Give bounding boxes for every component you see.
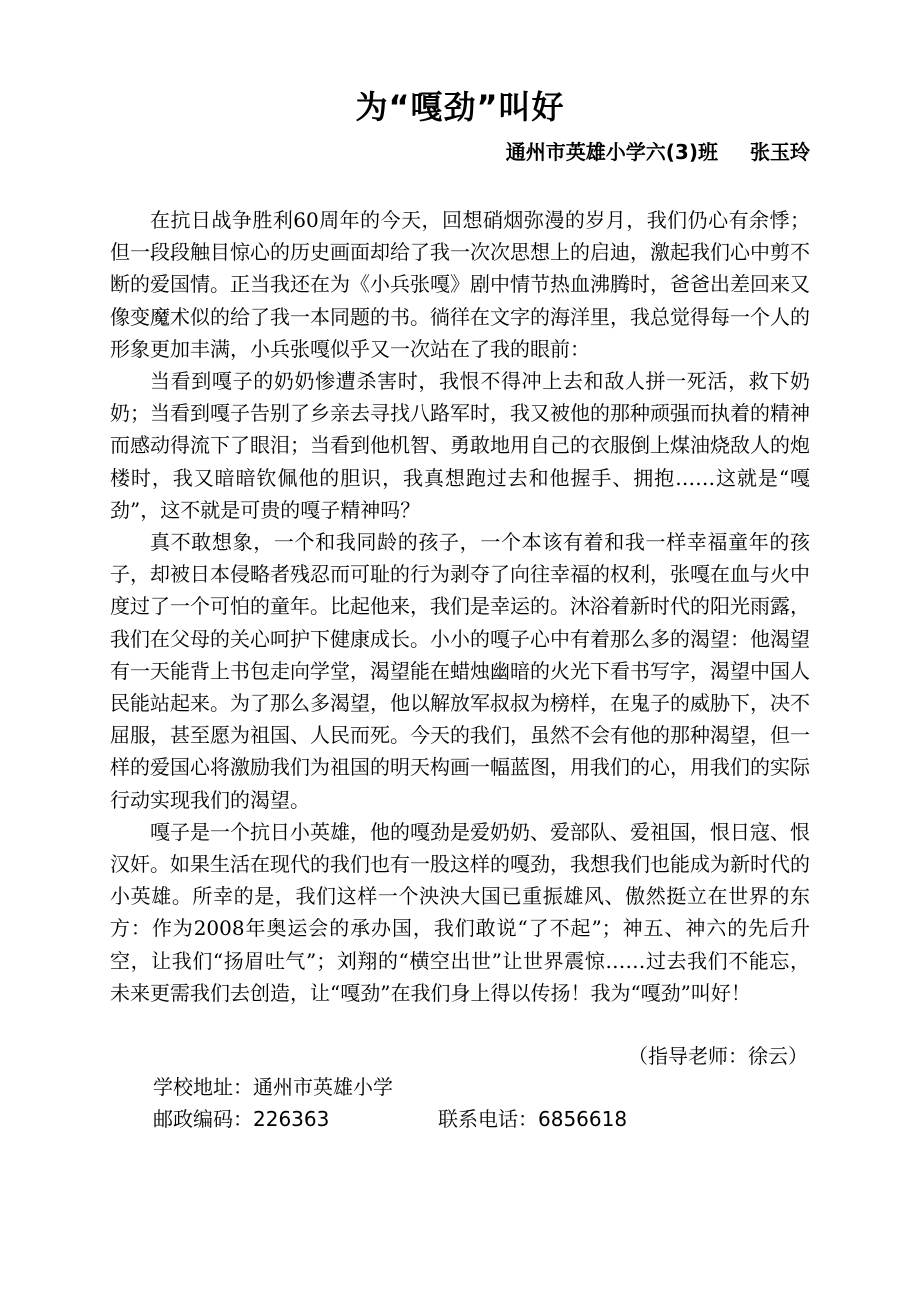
paragraph-1: 在抗日战争胜利60周年的今天，回想硝烟弥漫的岁月，我们仍心有余悸；但一段段触目惊心的历史画面却给了我一次次思想上的启迪，激起我们心中剪不断的爱国情。正当我还在为《小兵张嘎》剧中情节热血沸腾时，爸爸出差回来又像变魔术似的给了我一本同题的书。徜徉在文字的海洋里，我总觉得每一个人的形象更加丰满，小兵张嘎似乎又一次站在了我的眼前： (110, 208, 810, 361)
paragraph-2: 当看到嘎子的奶奶惨遭杀害时，我恨不得冲上去和敌人拼一死活，救下奶奶；当看到嘎子告别了乡亲去寻找八路军时，我又被他的那种顽强而执着的精神而感动得流下了眼泪；当看到他机智、勇敢地用自己的衣服倒上煤油烧敌人的炮楼时，我又暗暗钦佩他的胆识，我真想跑过去和他握手、拥抱……这就是“嘎劲”，这不就是可贵的嘎子精神吗？ (110, 369, 810, 522)
author-byline (506, 136, 810, 168)
contact-phone: 联系电话：6856618 (438, 1107, 628, 1131)
essay-body (110, 204, 810, 1009)
paragraph-4: 嘎子是一个抗日小英雄，他的嘎劲是爱奶奶、爱部队、爱祖国，恨日寇、恨汉奸。如果生活在现代的我们也有一股这样的嘎劲，我想我们也能成为新时代的小英雄。所幸的是，我们这样一个泱泱大国已重振雄风、傲然挺立在世界的东方：作为2008年奥运会的承办国，我们敢说“了不起”；神五、神六的先后升空，让我们“扬眉吐气”；刘翔的“横空出世”让世界震惊……过去我们不能忘，未来更需我们去创造，让“嘎劲”在我们身上得以传扬！我为“嘎劲”叫好！ (110, 819, 810, 1005)
essay-title: 为“嘎劲”叫好 (355, 88, 565, 126)
postal-code: 邮政编码：226363 (153, 1107, 330, 1131)
paragraph-3: 真不敢想象，一个和我同龄的孩子，一个本该有着和我一样幸福童年的孩子，却被日本侵略者残忍而可耻的行为剥夺了向往幸福的权利，张嘎在血与火中度过了一个可怕的童年。比起他来，我们是幸运的。沐浴着新时代的阳光雨露，我们在父母的关心呵护下健康成长。小小的嘎子心中有着那么多的渴望：他渴望有一天能背上书包走向学堂，渴望能在蜡烛幽暗的火光下看书写字，渴望中国人民能站起来。为了那么多渴望，他以解放军叔叔为榜样，在鬼子的威胁下，决不屈服，甚至愿为祖国、人民而死。今天的我们，虽然不会有他的那种渴望，但一样的爱国心将激励我们为祖国的明天构画一幅蓝图，用我们的心，用我们的实际行动实现我们的渴望。 (110, 530, 810, 812)
school-address: 学校地址：通州市英雄小学 (153, 1075, 393, 1099)
author-name: 张玉玲 (750, 140, 810, 164)
school-class: 通州市英雄小学六(3)班 (505, 140, 718, 164)
teacher-note: （指导老师：徐云） (628, 1044, 808, 1068)
